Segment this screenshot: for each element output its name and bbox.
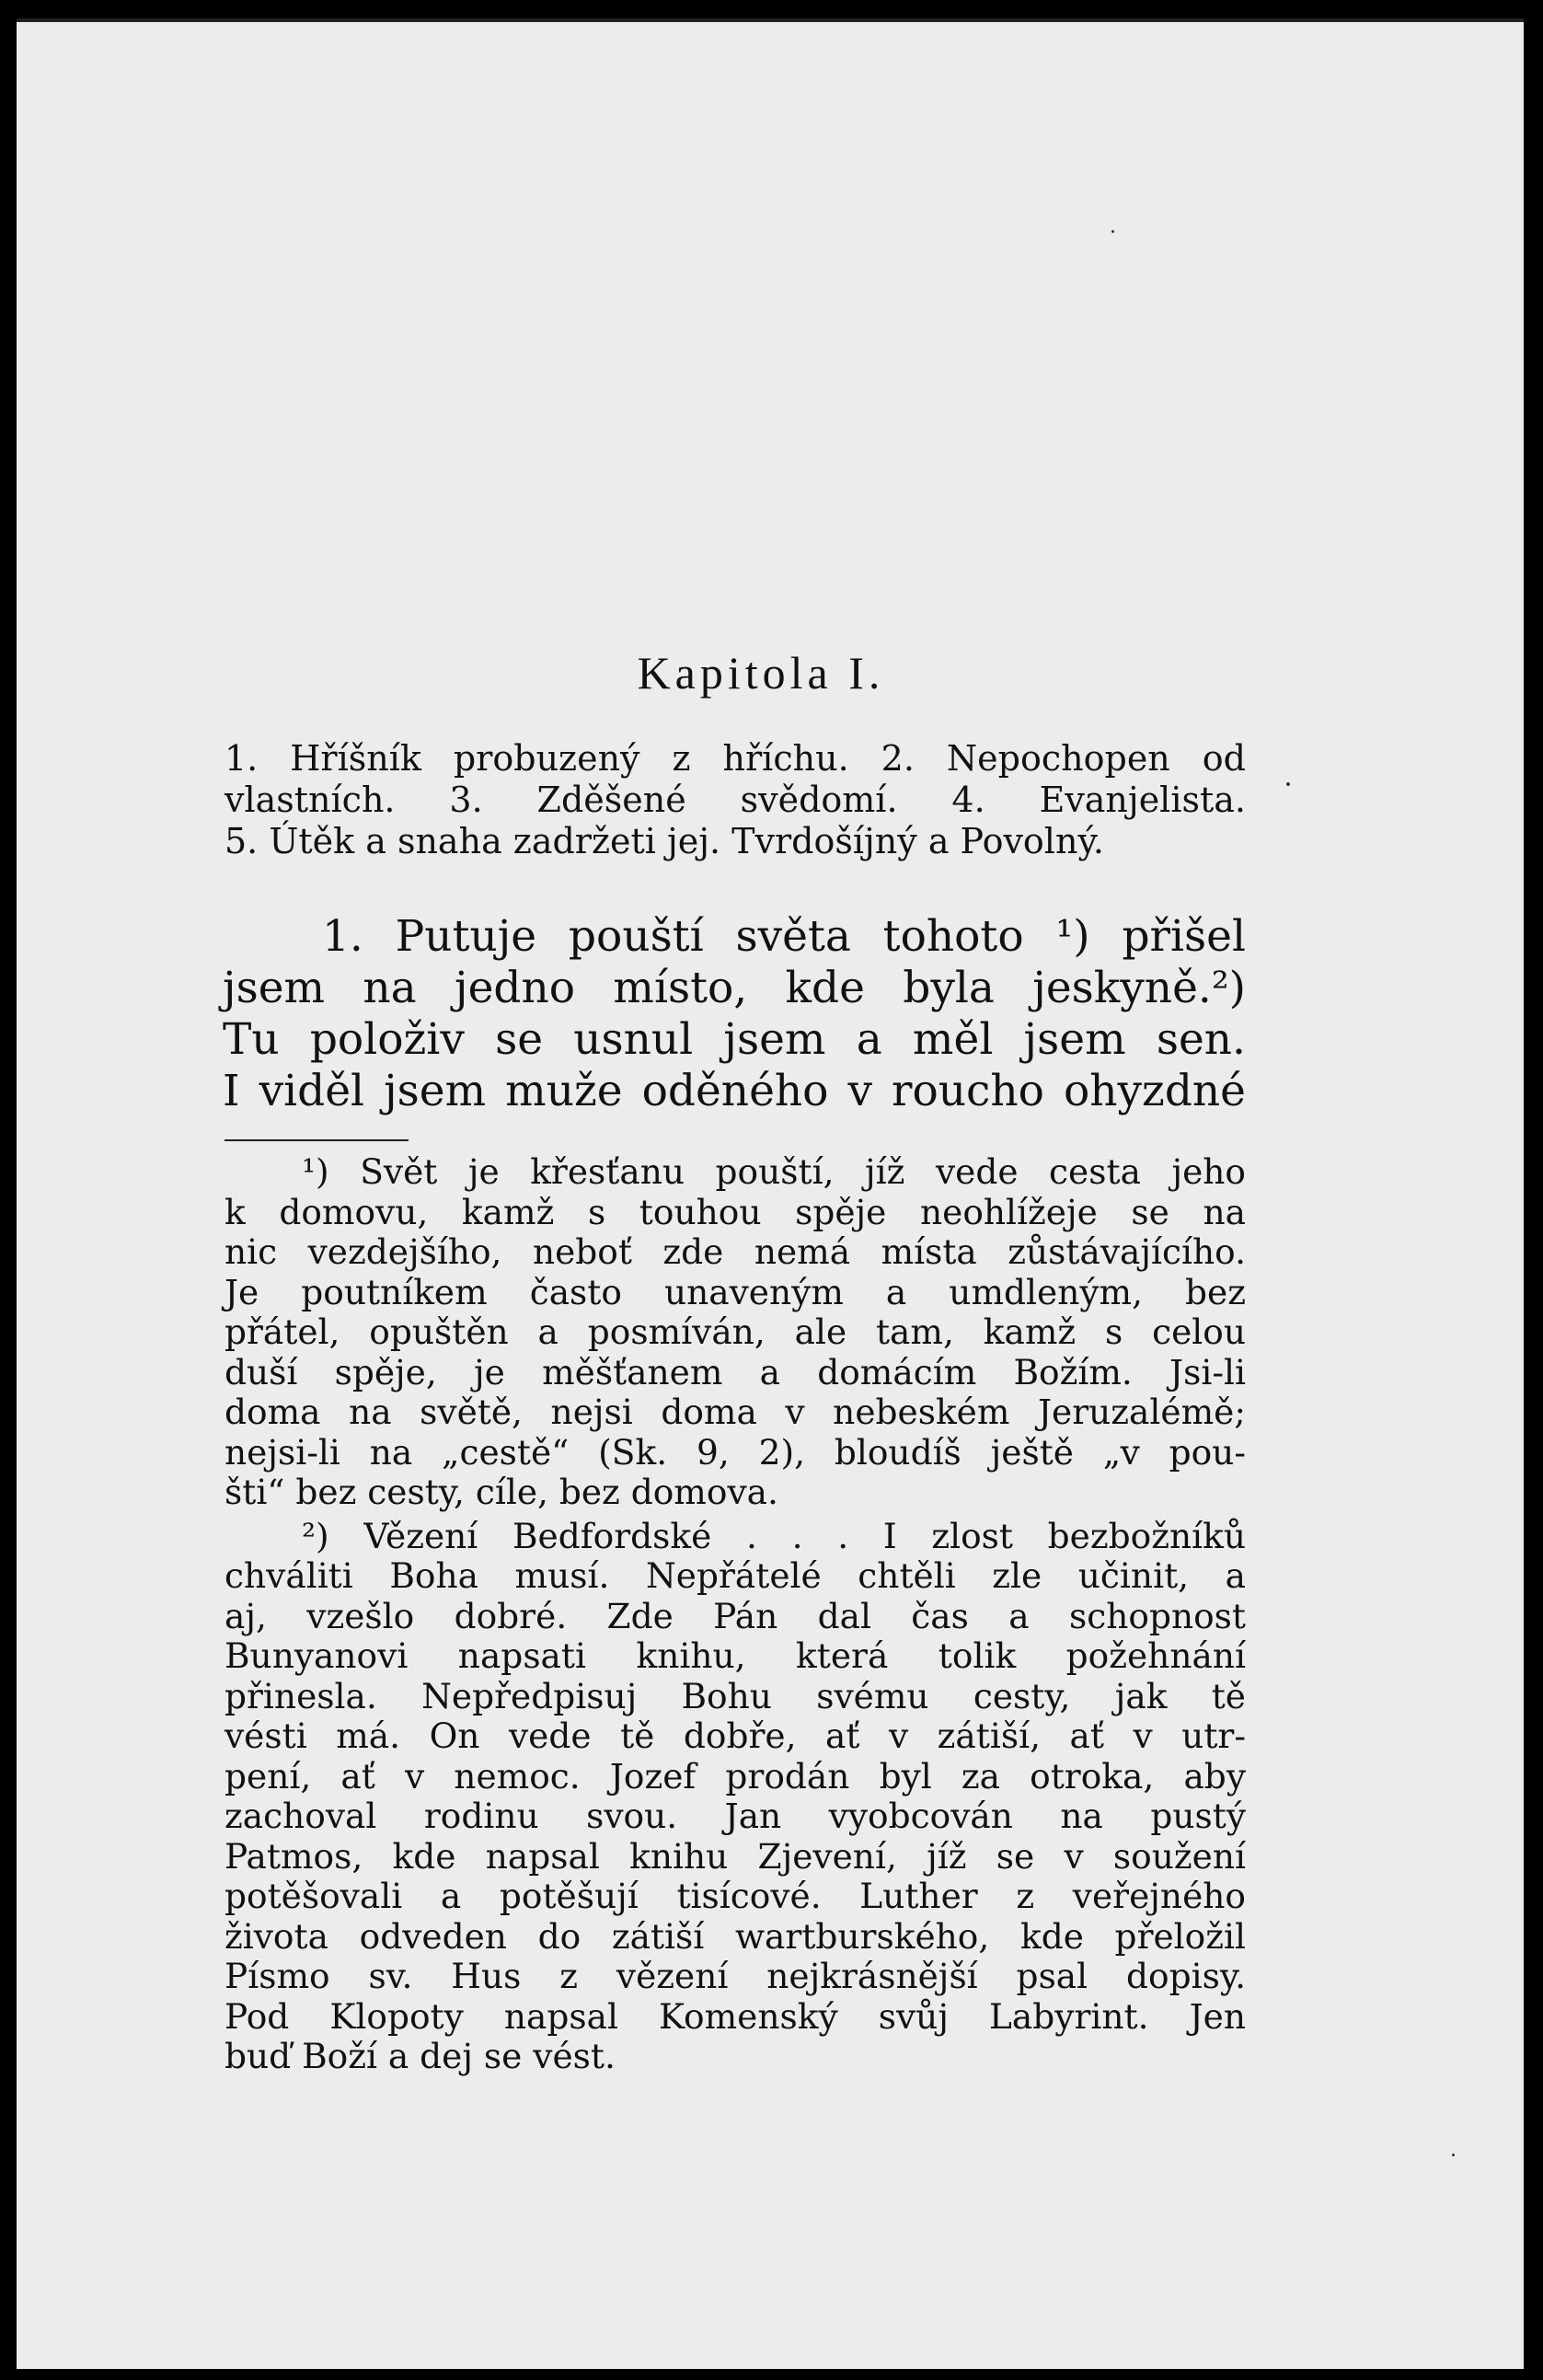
footnote-line: aj, vzešlo dobré. Zde Pán dal čas a schopnost [225, 1595, 1246, 1636]
footnote-line: buď Boží a dej se vést. [225, 2036, 616, 2076]
main-text-line: jsem na jedno místo, kde byla jeskyně.²) [223, 963, 1246, 1013]
footnote-line: Pod Klopoty napsal Komenský svůj Labyrint. Jen [225, 1995, 1246, 2037]
book-page [17, 18, 1524, 2369]
footnote-line: nic vezdejšího, neboť zde nemá místa zůstávajícího. [225, 1231, 1246, 1272]
summary-line: 1. Hříšník probuzený z hříchu. 2. Nepochopen od [225, 738, 1246, 779]
footnote-line: zachoval rodinu svou. Jan vyobcován na pustý [225, 1796, 1246, 1836]
paper-speck [1111, 230, 1114, 233]
footnote-line: šti“ bez cesty, cíle, bez domova. [225, 1472, 778, 1512]
footnote-line: nejsi-li na „cestě“ (Sk. 9, 2), bloudíš ještě „v pou- [225, 1431, 1246, 1473]
footnote-line: života odveden do zátiší wartburského, kde přeložil [225, 1915, 1246, 1957]
footnote-line: duší spěje, je měšťanem a domácím Božím. Jsi-li [225, 1351, 1246, 1392]
footnote-line: k domovu, kamž s touhou spěje neohlížeje se na [225, 1191, 1246, 1232]
footnote-line: Písmo sv. Hus z vězení nejkrásnější psal dopisy. [225, 1956, 1246, 1996]
main-text-line: Tu položiv se usnul jsem a měl jsem sen. [223, 1014, 1246, 1065]
footnote-line: vésti má. On vede tě dobře, ať v zátiší, ať v utr- [225, 1716, 1246, 1756]
footnote-separator [225, 1139, 409, 1141]
footnote-line: ¹) Svět je křesťanu pouští, jíž vede cesta jeho [302, 1151, 1246, 1192]
footnote-line: přátel, opuštěn a posmíván, ale tam, kamž s celou [225, 1311, 1246, 1352]
paper-speck [1286, 782, 1290, 786]
main-text-line: 1. Putuje pouští světa tohoto ¹) přišel [322, 911, 1246, 962]
footnote-line: potěšovali a potěšují tisícové. Luther z veřejného [225, 1876, 1246, 1916]
footnote-line: doma na světě, nejsi doma v nebeském Jeruzalémě; [225, 1392, 1246, 1432]
footnote-line: Je poutníkem často unaveným a umdleným, bez [225, 1271, 1246, 1312]
footnote-line: pení, ať v nemoc. Jozef prodán byl za otroka, aby [225, 1755, 1246, 1797]
main-text [223, 911, 1246, 1117]
main-text-line: I viděl jsem muže oděného v roucho ohyzdné [223, 1066, 1246, 1116]
footnote-line: chváliti Boha musí. Nepřátelé chtěli zle učinit, a [225, 1555, 1246, 1596]
paper-speck [1452, 2154, 1455, 2156]
footnote-1 [225, 1152, 1246, 1513]
footnote-2 [225, 1517, 1246, 2077]
summary-line: 5. Útěk a snaha zadržeti jej. Tvrdošíjný a Povolný. [225, 821, 1104, 861]
summary-line: vlastních. 3. Zděšené svědomí. 4. Evanjelista. [225, 780, 1246, 820]
footnote-line: Patmos, kde napsal knihu Zjevení, jíž se v soužení [225, 1835, 1246, 1877]
chapter-summary [225, 738, 1246, 862]
footnote-line: přinesla. Nepředpisuj Bohu svému cesty, jak tě [225, 1675, 1246, 1716]
chapter-title: Kapitola I. [637, 647, 885, 699]
footnote-line: Bunyanovi napsati knihu, která tolik požehnání [225, 1635, 1246, 1676]
footnotes [225, 1152, 1246, 2077]
footnote-line: ²) Vězení Bedfordské . . . I zlost bezbožníků [302, 1515, 1246, 1556]
page-top-edge [17, 18, 1524, 22]
